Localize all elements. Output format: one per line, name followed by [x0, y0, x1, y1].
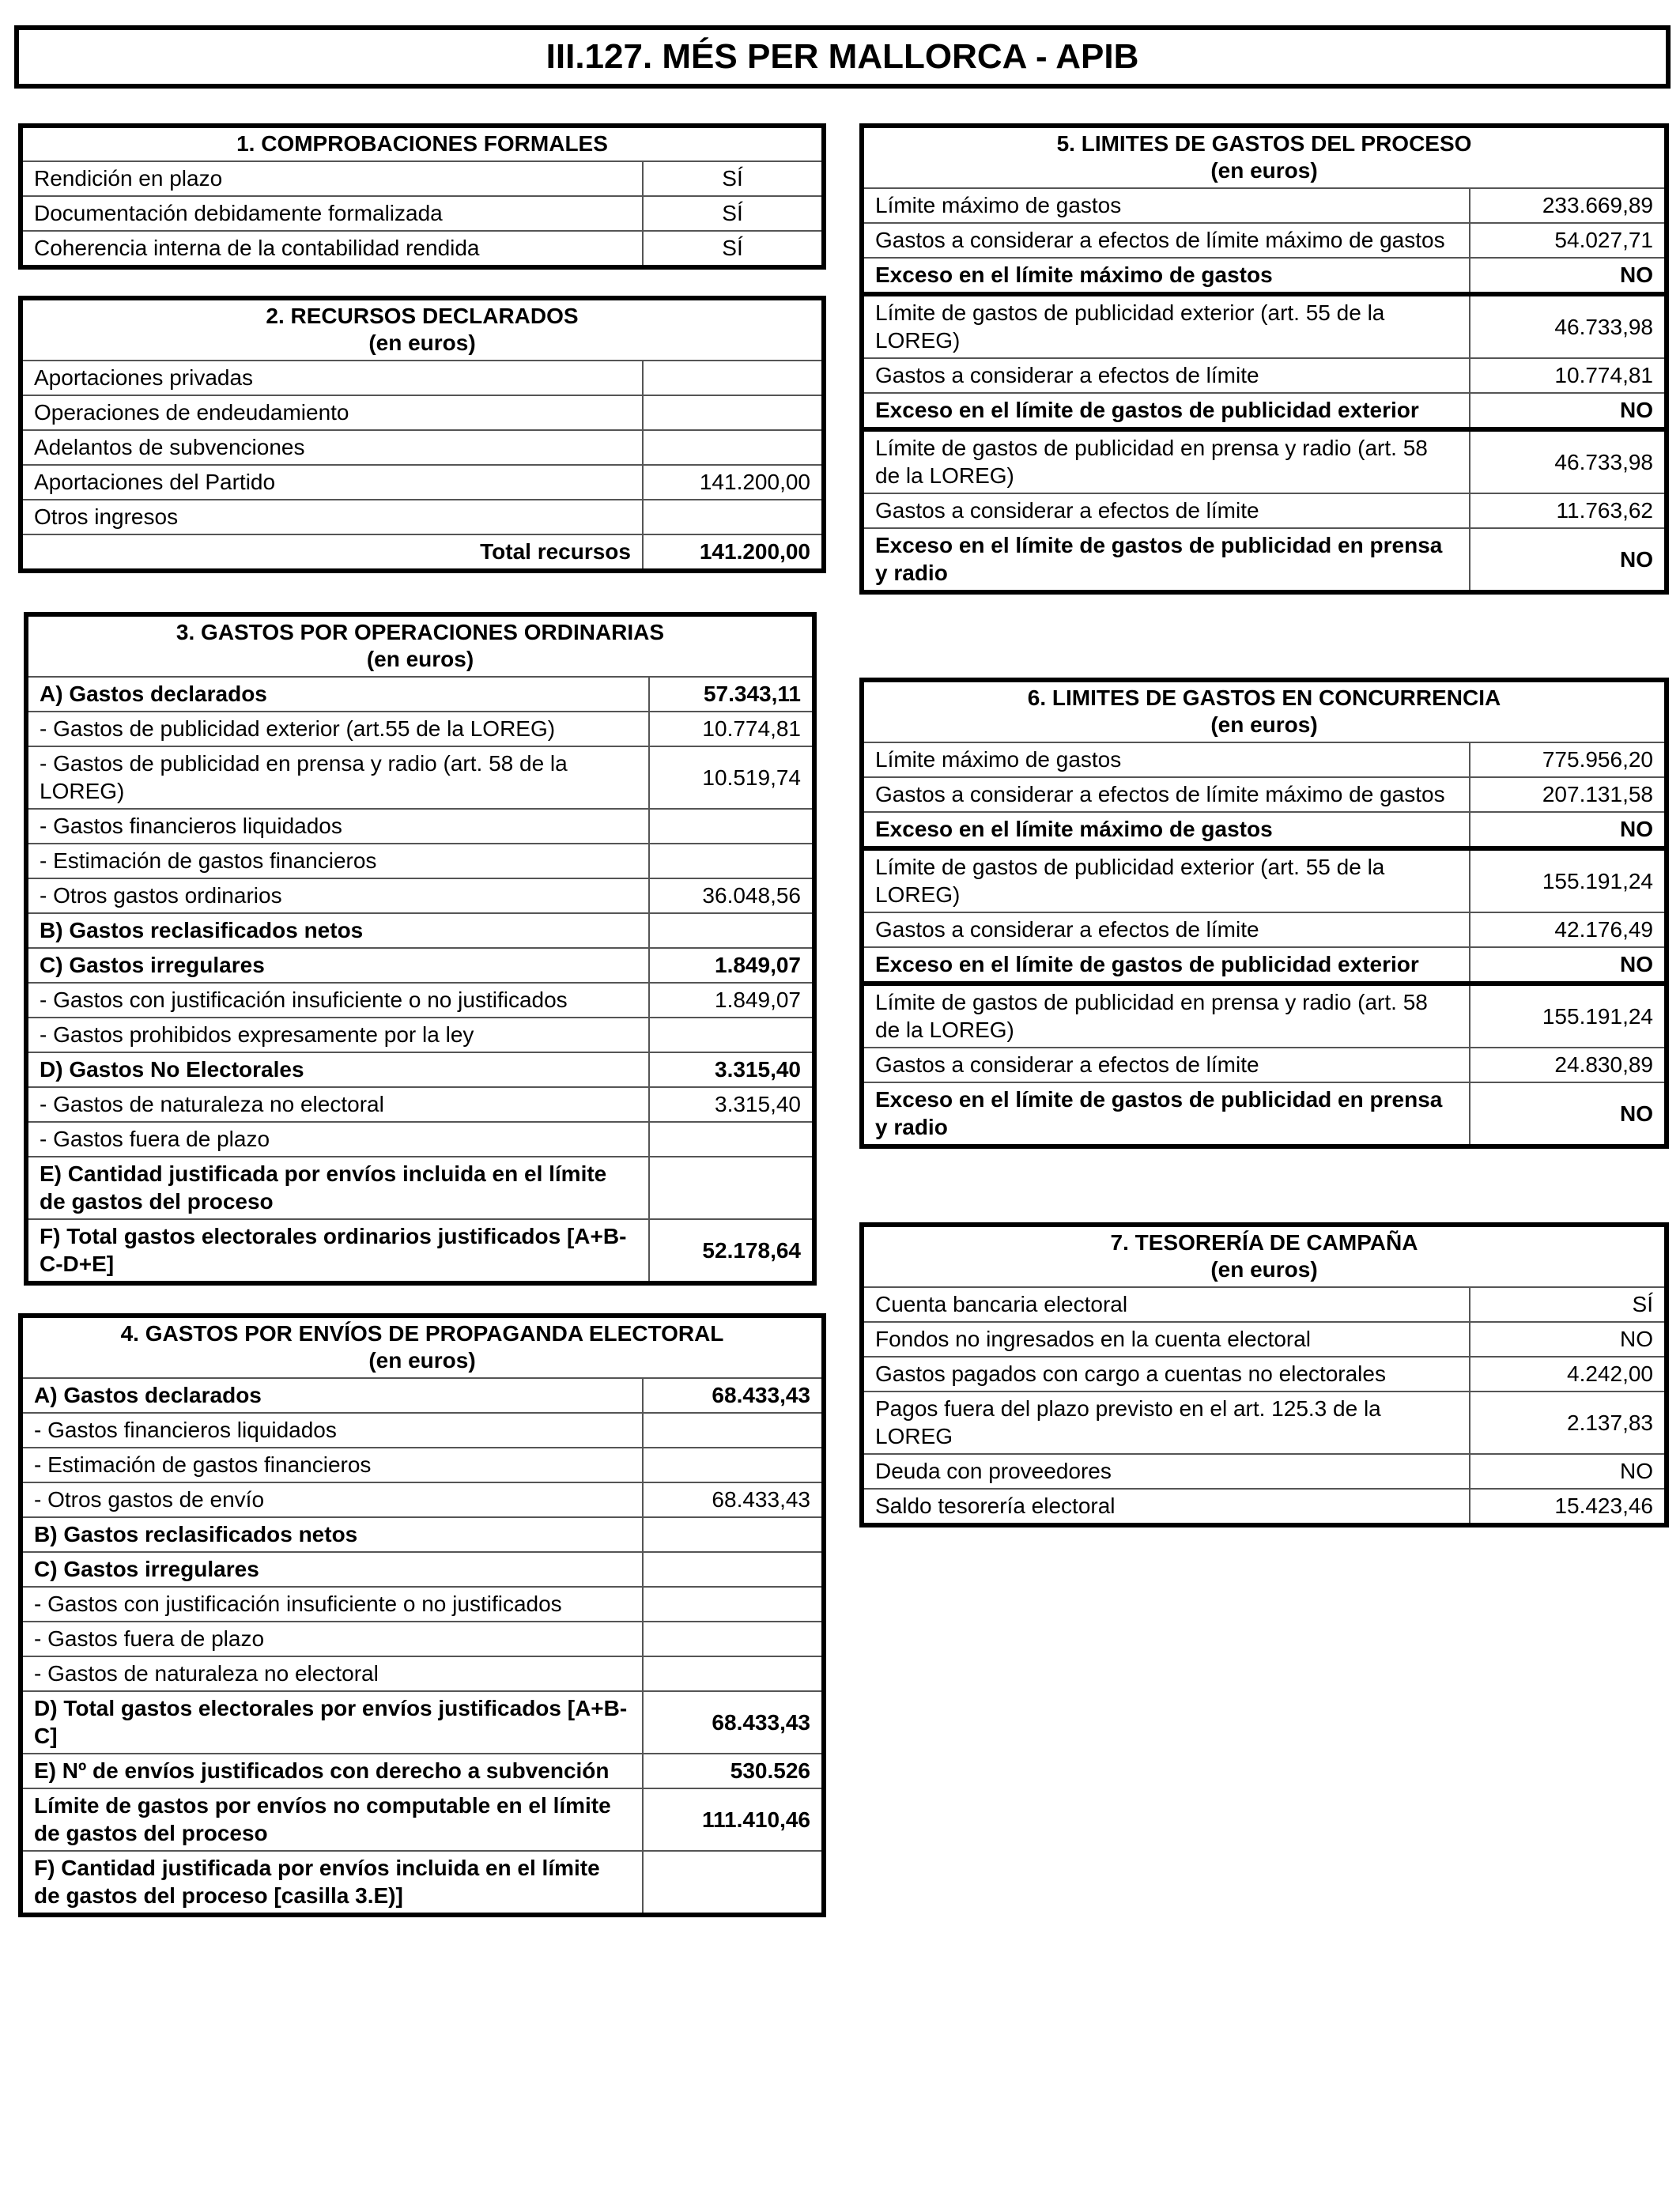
table-row	[23, 1754, 821, 1788]
section-title: 1. COMPROBACIONES FORMALES	[236, 131, 608, 156]
row-label: C) Gastos irregulares	[28, 948, 649, 983]
row-value: 57.343,11	[649, 677, 812, 712]
row-label: Exceso en el límite máximo de gastos	[864, 812, 1470, 848]
table-row	[23, 196, 821, 231]
table-row	[23, 1378, 821, 1413]
row-label: - Gastos de naturaleza no electoral	[28, 1087, 649, 1122]
row-value: 10.774,81	[1470, 358, 1664, 393]
row-value: 68.433,43	[643, 1482, 821, 1517]
table-row	[864, 393, 1664, 429]
section-table	[23, 300, 821, 568]
row-label: D) Gastos No Electorales	[28, 1052, 649, 1087]
row-value	[649, 1157, 812, 1219]
row-label: - Gastos de publicidad en prensa y radio (art. 58 de la LOREG)	[28, 746, 649, 809]
table-row	[864, 984, 1664, 1048]
row-label: Gastos a considerar a efectos de límite máximo de gastos	[864, 223, 1470, 258]
section-header	[864, 1227, 1664, 1287]
section-subtitle: (en euros)	[366, 647, 474, 671]
row-value: SÍ	[643, 161, 821, 196]
table-row	[28, 878, 812, 913]
row-value: NO	[1470, 947, 1664, 984]
row-label: Gastos a considerar a efectos de límite	[864, 358, 1470, 393]
row-label: Rendición en plazo	[23, 161, 643, 196]
section-recursos-declarados	[18, 296, 826, 573]
row-label: - Estimación de gastos financieros	[23, 1448, 643, 1482]
table-row	[864, 1048, 1664, 1082]
section-comprobaciones-formales	[18, 123, 826, 270]
row-label: - Gastos financieros liquidados	[28, 809, 649, 844]
table-row	[864, 947, 1664, 984]
table-row	[28, 913, 812, 948]
row-value	[649, 913, 812, 948]
row-value	[643, 1448, 821, 1482]
section-table	[864, 682, 1664, 1144]
table-row	[28, 1219, 812, 1281]
section-header	[23, 300, 821, 361]
row-label: - Gastos fuera de plazo	[23, 1622, 643, 1656]
row-label: Cuenta bancaria electoral	[864, 1287, 1470, 1322]
table-row	[28, 677, 812, 712]
row-label: C) Gastos irregulares	[23, 1552, 643, 1587]
row-label: - Gastos fuera de plazo	[28, 1122, 649, 1157]
row-value: NO	[1470, 1454, 1664, 1489]
row-value: 1.849,07	[649, 948, 812, 983]
table-row	[28, 844, 812, 878]
table-row	[864, 1489, 1664, 1523]
row-value	[643, 1622, 821, 1656]
row-label: B) Gastos reclasificados netos	[23, 1517, 643, 1552]
section-gastos-envios-propaganda	[18, 1313, 826, 1917]
section-limites-gastos-proceso	[859, 123, 1669, 595]
table-row	[864, 1357, 1664, 1392]
table-row	[23, 1788, 821, 1851]
row-label: Exceso en el límite de gastos de publicidad exterior	[864, 947, 1470, 984]
row-label: Exceso en el límite máximo de gastos	[864, 258, 1470, 294]
table-row	[28, 1087, 812, 1122]
table-row	[28, 1018, 812, 1052]
table-row	[23, 1448, 821, 1482]
section-subtitle: (en euros)	[368, 330, 476, 355]
row-label: Coherencia interna de la contabilidad rendida	[23, 231, 643, 265]
row-label: Límite de gastos de publicidad exterior (art. 55 de la LOREG)	[864, 848, 1470, 912]
row-value	[643, 1587, 821, 1622]
row-label: Documentación debidamente formalizada	[23, 196, 643, 231]
section-table	[23, 128, 821, 265]
row-label: Gastos pagados con cargo a cuentas no electorales	[864, 1357, 1470, 1392]
row-value	[643, 1413, 821, 1448]
row-label: Pagos fuera del plazo previsto en el art. 125.3 de la LOREG	[864, 1392, 1470, 1454]
row-value: NO	[1470, 393, 1664, 429]
row-value: 233.669,89	[1470, 188, 1664, 223]
section-title: 4. GASTOS POR ENVÍOS DE PROPAGANDA ELECTORAL	[120, 1321, 724, 1346]
row-value: 3.315,40	[649, 1087, 812, 1122]
row-value: NO	[1470, 1082, 1664, 1144]
row-label: E) Cantidad justificada por envíos incluida en el límite de gastos del proceso	[28, 1157, 649, 1219]
row-value	[643, 395, 821, 430]
row-value: 52.178,64	[649, 1219, 812, 1281]
table-row	[28, 809, 812, 844]
table-row	[28, 746, 812, 809]
table-row	[23, 1552, 821, 1587]
row-label: Exceso en el límite de gastos de publicidad en prensa y radio	[864, 528, 1470, 590]
section-tesoreria-campana	[859, 1222, 1669, 1527]
table-row	[864, 493, 1664, 528]
row-value	[649, 1018, 812, 1052]
table-row	[28, 1052, 812, 1087]
row-label: Adelantos de subvenciones	[23, 430, 643, 465]
table-row	[23, 1691, 821, 1754]
row-value	[643, 500, 821, 534]
row-value: NO	[1470, 1322, 1664, 1357]
table-row	[864, 188, 1664, 223]
row-label: Saldo tesorería electoral	[864, 1489, 1470, 1523]
table-row	[864, 1454, 1664, 1489]
row-label: Límite máximo de gastos	[864, 742, 1470, 777]
table-row	[23, 361, 821, 395]
row-label: Deuda con proveedores	[864, 1454, 1470, 1489]
table-row	[23, 1587, 821, 1622]
row-value: SÍ	[1470, 1287, 1664, 1322]
row-value: 24.830,89	[1470, 1048, 1664, 1082]
table-row	[864, 777, 1664, 812]
row-label: B) Gastos reclasificados netos	[28, 913, 649, 948]
section-gastos-operaciones-ordinarias	[24, 612, 817, 1286]
table-row	[23, 231, 821, 265]
row-value: 42.176,49	[1470, 912, 1664, 947]
table-row	[28, 712, 812, 746]
table-row	[28, 948, 812, 983]
row-label: Límite de gastos por envíos no computable en el límite de gastos del proceso	[23, 1788, 643, 1851]
row-label: - Gastos de naturaleza no electoral	[23, 1656, 643, 1691]
row-value: 46.733,98	[1470, 294, 1664, 358]
table-row	[23, 1656, 821, 1691]
row-label: Límite máximo de gastos	[864, 188, 1470, 223]
row-value: 4.242,00	[1470, 1357, 1664, 1392]
row-label: D) Total gastos electorales por envíos justificados [A+B-C]	[23, 1691, 643, 1754]
row-value: 141.200,00	[643, 534, 821, 568]
section-table	[28, 617, 812, 1281]
row-value	[643, 430, 821, 465]
row-value: 141.200,00	[643, 465, 821, 500]
row-value: 2.137,83	[1470, 1392, 1664, 1454]
table-row	[864, 912, 1664, 947]
row-value: NO	[1470, 812, 1664, 848]
row-value: 36.048,56	[649, 878, 812, 913]
row-value	[643, 361, 821, 395]
row-value: 46.733,98	[1470, 429, 1664, 493]
section-title: 3. GASTOS POR OPERACIONES ORDINARIAS	[176, 620, 665, 644]
row-label: Gastos a considerar a efectos de límite	[864, 1048, 1470, 1082]
row-label: Otros ingresos	[23, 500, 643, 534]
table-row	[23, 395, 821, 430]
section-header	[28, 617, 812, 677]
row-value	[649, 844, 812, 878]
row-value: 3.315,40	[649, 1052, 812, 1087]
section-title: 7. TESORERÍA DE CAMPAÑA	[1110, 1230, 1418, 1255]
row-label: - Gastos prohibidos expresamente por la ley	[28, 1018, 649, 1052]
row-value: 54.027,71	[1470, 223, 1664, 258]
row-value	[643, 1552, 821, 1587]
row-label: Gastos a considerar a efectos de límite	[864, 493, 1470, 528]
table-row	[864, 258, 1664, 294]
row-value: 155.191,24	[1470, 848, 1664, 912]
section-header	[864, 682, 1664, 742]
row-label: - Gastos de publicidad exterior (art.55 de la LOREG)	[28, 712, 649, 746]
row-label: Fondos no ingresados en la cuenta electoral	[864, 1322, 1470, 1357]
table-row	[23, 1517, 821, 1552]
table-row	[23, 1482, 821, 1517]
row-label: F) Total gastos electorales ordinarios justificados [A+B-C-D+E]	[28, 1219, 649, 1281]
row-label: F) Cantidad justificada por envíos incluida en el límite de gastos del proceso [casilla 3.E)]	[23, 1851, 643, 1913]
row-label: Exceso en el límite de gastos de publicidad en prensa y radio	[864, 1082, 1470, 1144]
row-value: 111.410,46	[643, 1788, 821, 1851]
table-row	[864, 1082, 1664, 1144]
table-row	[864, 812, 1664, 848]
table-row	[864, 294, 1664, 358]
row-label: - Otros gastos ordinarios	[28, 878, 649, 913]
page-title: III.127. MÉS PER MALLORCA - APIB	[14, 25, 1671, 89]
section-table	[864, 1227, 1664, 1523]
row-value: 11.763,62	[1470, 493, 1664, 528]
table-row	[864, 1392, 1664, 1454]
section-table	[864, 128, 1664, 590]
row-label: A) Gastos declarados	[23, 1378, 643, 1413]
row-label: - Gastos financieros liquidados	[23, 1413, 643, 1448]
row-label: Total recursos	[23, 534, 643, 568]
row-value	[649, 809, 812, 844]
section-header	[864, 128, 1664, 188]
section-title: 6. LIMITES DE GASTOS EN CONCURRENCIA	[1027, 685, 1501, 710]
table-row	[864, 528, 1664, 590]
section-title: 2. RECURSOS DECLARADOS	[266, 304, 579, 328]
row-value: 10.774,81	[649, 712, 812, 746]
row-label: Exceso en el límite de gastos de publicidad exterior	[864, 393, 1470, 429]
row-value	[643, 1656, 821, 1691]
table-row	[28, 983, 812, 1018]
row-value: 68.433,43	[643, 1691, 821, 1754]
table-row	[864, 358, 1664, 393]
row-value: NO	[1470, 528, 1664, 590]
row-label: - Otros gastos de envío	[23, 1482, 643, 1517]
row-value	[643, 1517, 821, 1552]
row-value: 68.433,43	[643, 1378, 821, 1413]
row-label: Gastos a considerar a efectos de límite	[864, 912, 1470, 947]
table-row	[23, 161, 821, 196]
table-row	[28, 1157, 812, 1219]
section-subtitle: (en euros)	[368, 1348, 476, 1373]
row-value	[649, 1122, 812, 1157]
section-subtitle: (en euros)	[1210, 1257, 1318, 1282]
section-subtitle: (en euros)	[1210, 158, 1318, 183]
table-row	[23, 534, 821, 568]
row-value: 1.849,07	[649, 983, 812, 1018]
row-value: 530.526	[643, 1754, 821, 1788]
table-row	[23, 1851, 821, 1913]
table-row	[23, 430, 821, 465]
row-value: 207.131,58	[1470, 777, 1664, 812]
row-value: 10.519,74	[649, 746, 812, 809]
table-row	[23, 1413, 821, 1448]
row-value: 155.191,24	[1470, 984, 1664, 1048]
section-header	[23, 128, 821, 161]
section-limites-gastos-concurrencia	[859, 678, 1669, 1149]
row-label: Gastos a considerar a efectos de límite máximo de gastos	[864, 777, 1470, 812]
table-row	[864, 223, 1664, 258]
section-header	[23, 1318, 821, 1378]
section-subtitle: (en euros)	[1210, 712, 1318, 737]
table-row	[864, 848, 1664, 912]
row-value: 15.423,46	[1470, 1489, 1664, 1523]
row-label: Operaciones de endeudamiento	[23, 395, 643, 430]
row-label: E) Nº de envíos justificados con derecho a subvención	[23, 1754, 643, 1788]
row-value: NO	[1470, 258, 1664, 294]
section-title: 5. LIMITES DE GASTOS DEL PROCESO	[1056, 131, 1472, 156]
row-label: - Gastos con justificación insuficiente o no justificados	[28, 983, 649, 1018]
row-value: SÍ	[643, 196, 821, 231]
row-label: - Estimación de gastos financieros	[28, 844, 649, 878]
row-value	[643, 1851, 821, 1913]
table-row	[864, 429, 1664, 493]
table-row	[28, 1122, 812, 1157]
row-value: 775.956,20	[1470, 742, 1664, 777]
row-label: Aportaciones del Partido	[23, 465, 643, 500]
section-table	[23, 1318, 821, 1913]
table-row	[864, 742, 1664, 777]
row-label: Límite de gastos de publicidad en prensa y radio (art. 58 de la LOREG)	[864, 984, 1470, 1048]
table-row	[864, 1322, 1664, 1357]
row-label: Aportaciones privadas	[23, 361, 643, 395]
row-label: Límite de gastos de publicidad exterior (art. 55 de la LOREG)	[864, 294, 1470, 358]
table-row	[864, 1287, 1664, 1322]
row-label: A) Gastos declarados	[28, 677, 649, 712]
table-row	[23, 500, 821, 534]
row-value: SÍ	[643, 231, 821, 265]
row-label: Límite de gastos de publicidad en prensa y radio (art. 58 de la LOREG)	[864, 429, 1470, 493]
table-row	[23, 465, 821, 500]
row-label: - Gastos con justificación insuficiente o no justificados	[23, 1587, 643, 1622]
table-row	[23, 1622, 821, 1656]
